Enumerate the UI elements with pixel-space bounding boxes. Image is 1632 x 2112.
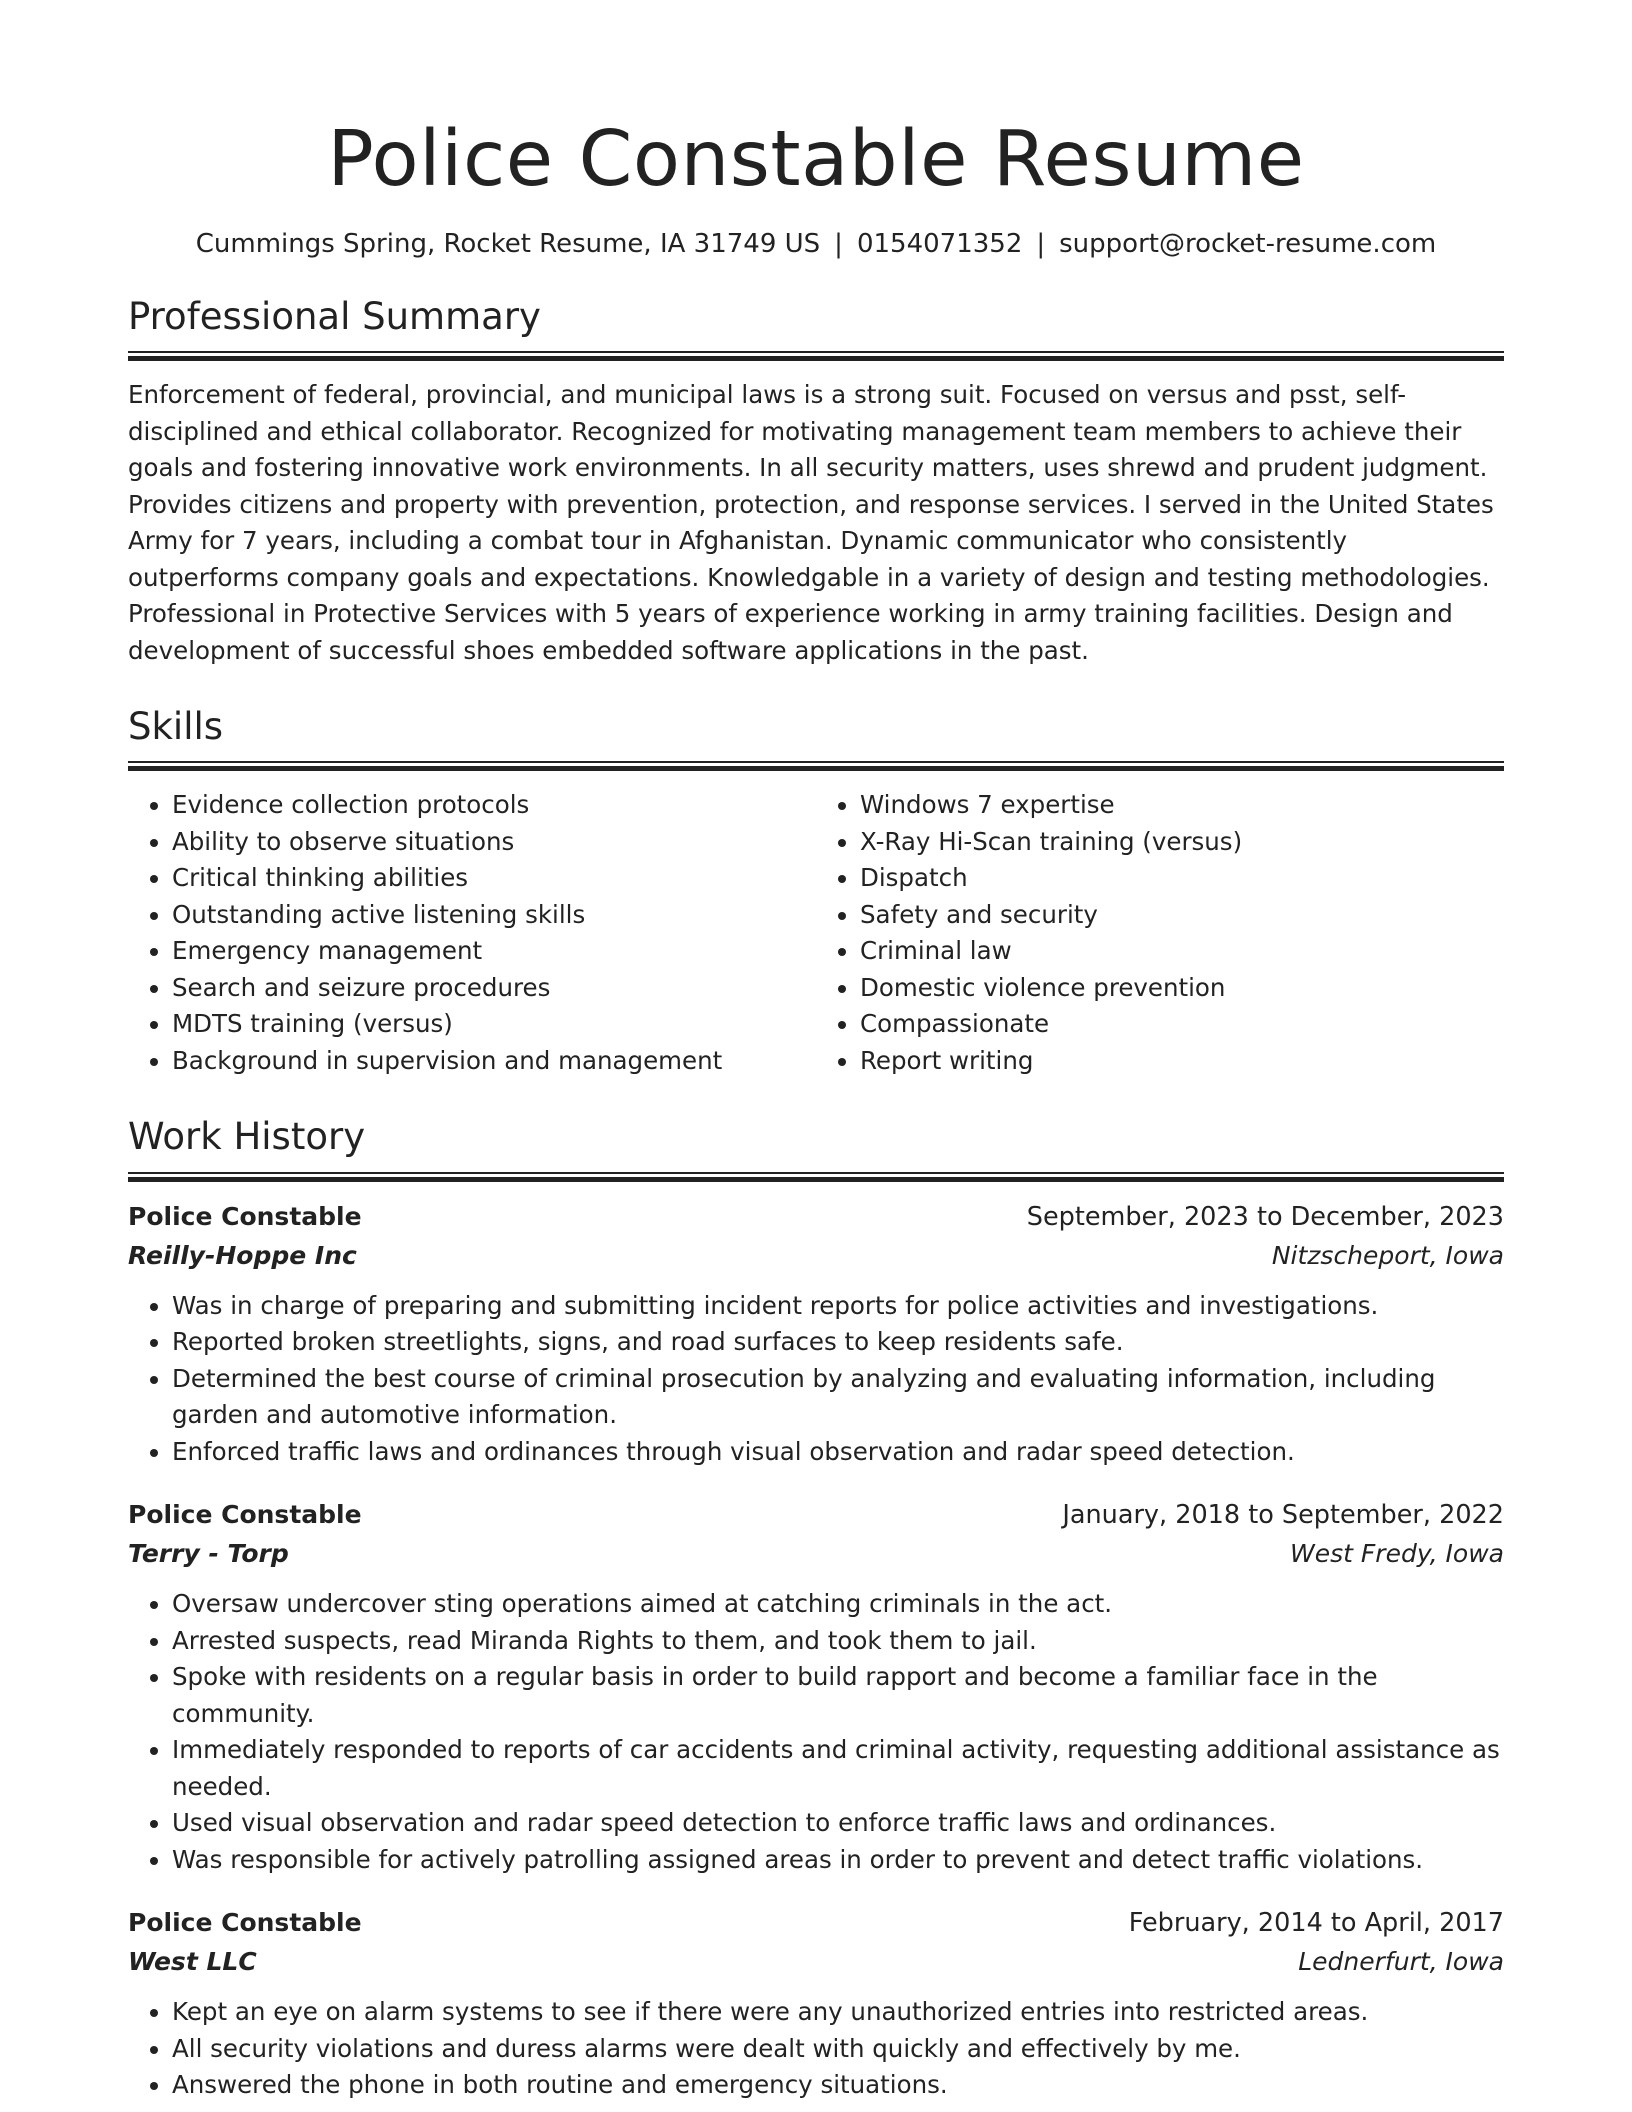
job-bullet: • Used visual observation and radar speed detection to enforce traffic laws and ordinances. bbox=[172, 1805, 1504, 1842]
skill-item: • Domestic violence prevention bbox=[860, 970, 1504, 1007]
job-company: Reilly-Hoppe Inc bbox=[128, 1240, 357, 1270]
skill-item: • Ability to observe situations bbox=[172, 824, 816, 861]
section-divider bbox=[128, 351, 1504, 361]
job-bullet: • Determined the best course of criminal prosecution by analyzing and evaluating information, including garden and automotive information. bbox=[172, 1361, 1504, 1434]
section-divider bbox=[128, 761, 1504, 771]
job-bullets bbox=[128, 1586, 1504, 1878]
skill-item: • Report writing bbox=[860, 1043, 1504, 1080]
resume-title: Police Constable Resume bbox=[327, 115, 1305, 204]
summary-section bbox=[128, 295, 1504, 669]
summary-text: Enforcement of federal, provincial, and municipal laws is a strong suit. Focused on versus and psst, self-disciplined and ethical collaborator. Recognized for motivating management team members to achieve their goals and fostering innovative work environments. In all security matters, uses shrewd and prudent judgment. Provides citizens and property with prevention, protection, and response services. I served in the United States Army for 7 years, including a combat tour in Afghanistan. Dynamic communicator who consistently outperforms company goals and expectations. Knowledgable in a variety of design and testing methodologies. Professional in Protective Services with 5 years of experience working in army training facilities. Design and development of successful shoes embedded software applications in the past. bbox=[128, 380, 1494, 665]
contact-address: Cummings Spring, Rocket Resume, IA 31749 US bbox=[195, 228, 821, 259]
job-title: Police Constable bbox=[128, 1201, 362, 1231]
skills-list-left bbox=[128, 787, 816, 1079]
skill-item: • MDTS training (versus) bbox=[172, 1006, 816, 1043]
skill-item: • Windows 7 expertise bbox=[860, 787, 1504, 824]
skill-item: • Critical thinking abilities bbox=[172, 860, 816, 897]
job-location: Nitzscheport, Iowa bbox=[1271, 1240, 1504, 1270]
section-divider bbox=[128, 1172, 1504, 1182]
skill-item: • Background in supervision and management bbox=[172, 1043, 816, 1080]
work-history-section bbox=[128, 1115, 1504, 2103]
job-location: Lednerfurt, Iowa bbox=[1298, 1947, 1504, 1977]
job-location: West Fredy, Iowa bbox=[1290, 1539, 1504, 1569]
contact-phone: 0154071352 bbox=[856, 228, 1023, 259]
job-entry bbox=[128, 1904, 1504, 2104]
job-entry bbox=[128, 1198, 1504, 1471]
job-header bbox=[128, 1496, 1504, 1534]
skill-item: • Search and seizure procedures bbox=[172, 970, 816, 1007]
skill-item: • Dispatch bbox=[860, 860, 1504, 897]
skill-item: • X-Ray Hi-Scan training (versus) bbox=[860, 824, 1504, 861]
job-subheader bbox=[128, 1534, 1504, 1574]
job-bullet: • Enforced traffic laws and ordinances through visual observation and radar speed detection. bbox=[172, 1434, 1504, 1471]
job-entry bbox=[128, 1496, 1504, 1878]
job-header bbox=[128, 1904, 1504, 1942]
skill-item: • Evidence collection protocols bbox=[172, 787, 816, 824]
job-bullet: • Reported broken streetlights, signs, and road surfaces to keep residents safe. bbox=[172, 1324, 1504, 1361]
job-dates: February, 2014 to April, 2017 bbox=[1128, 1908, 1504, 1939]
skill-item: • Emergency management bbox=[172, 933, 816, 970]
skills-heading: Skills bbox=[128, 705, 224, 749]
job-subheader bbox=[128, 1942, 1504, 1982]
job-title: Police Constable bbox=[128, 1500, 362, 1530]
job-bullets bbox=[128, 1994, 1504, 2104]
job-bullet: • All security violations and duress alarms were dealt with quickly and effectively by me. bbox=[172, 2031, 1504, 2068]
job-bullet: • Arrested suspects, read Miranda Rights to them, and took them to jail. bbox=[172, 1623, 1504, 1660]
job-title: Police Constable bbox=[128, 1908, 362, 1938]
job-dates: September, 2023 to December, 2023 bbox=[1026, 1201, 1504, 1232]
summary-heading: Professional Summary bbox=[128, 294, 541, 338]
skill-item: • Outstanding active listening skills bbox=[172, 897, 816, 934]
contact-separator: | bbox=[1036, 228, 1046, 259]
job-header bbox=[128, 1198, 1504, 1236]
contact-separator: | bbox=[834, 228, 843, 259]
skill-item: • Compassionate bbox=[860, 1006, 1504, 1043]
job-bullet: • Was in charge of preparing and submitting incident reports for police activities and investigations. bbox=[172, 1288, 1504, 1325]
job-company: West LLC bbox=[128, 1947, 257, 1977]
contact-line bbox=[128, 229, 1504, 259]
skill-item: • Safety and security bbox=[860, 897, 1504, 934]
job-bullet: • Oversaw undercover sting operations aimed at catching criminals in the act. bbox=[172, 1586, 1504, 1623]
job-bullet: • Immediately responded to reports of car accidents and criminal activity, requesting additional assistance as needed. bbox=[172, 1732, 1504, 1805]
job-bullets bbox=[128, 1288, 1504, 1471]
skills-section bbox=[128, 705, 1504, 1079]
job-bullet: • Spoke with residents on a regular basis in order to build rapport and become a familiar face in the community. bbox=[172, 1659, 1504, 1732]
skill-item: • Criminal law bbox=[860, 933, 1504, 970]
job-dates: January, 2018 to September, 2022 bbox=[1062, 1500, 1504, 1531]
contact-email[interactable]: support@rocket-resume.com bbox=[1059, 228, 1437, 259]
job-company: Terry - Torp bbox=[128, 1539, 289, 1569]
job-subheader bbox=[128, 1236, 1504, 1276]
work-history-heading: Work History bbox=[128, 1115, 366, 1159]
job-bullet: • Was responsible for actively patrolling assigned areas in order to prevent and detect traffic violations. bbox=[172, 1842, 1504, 1879]
job-bullet: • Answered the phone in both routine and emergency situations. bbox=[172, 2067, 1504, 2104]
job-bullet: • Kept an eye on alarm systems to see if there were any unauthorized entries into restricted areas. bbox=[172, 1994, 1504, 2031]
skills-list-right bbox=[816, 787, 1504, 1079]
skills-columns bbox=[128, 787, 1504, 1079]
